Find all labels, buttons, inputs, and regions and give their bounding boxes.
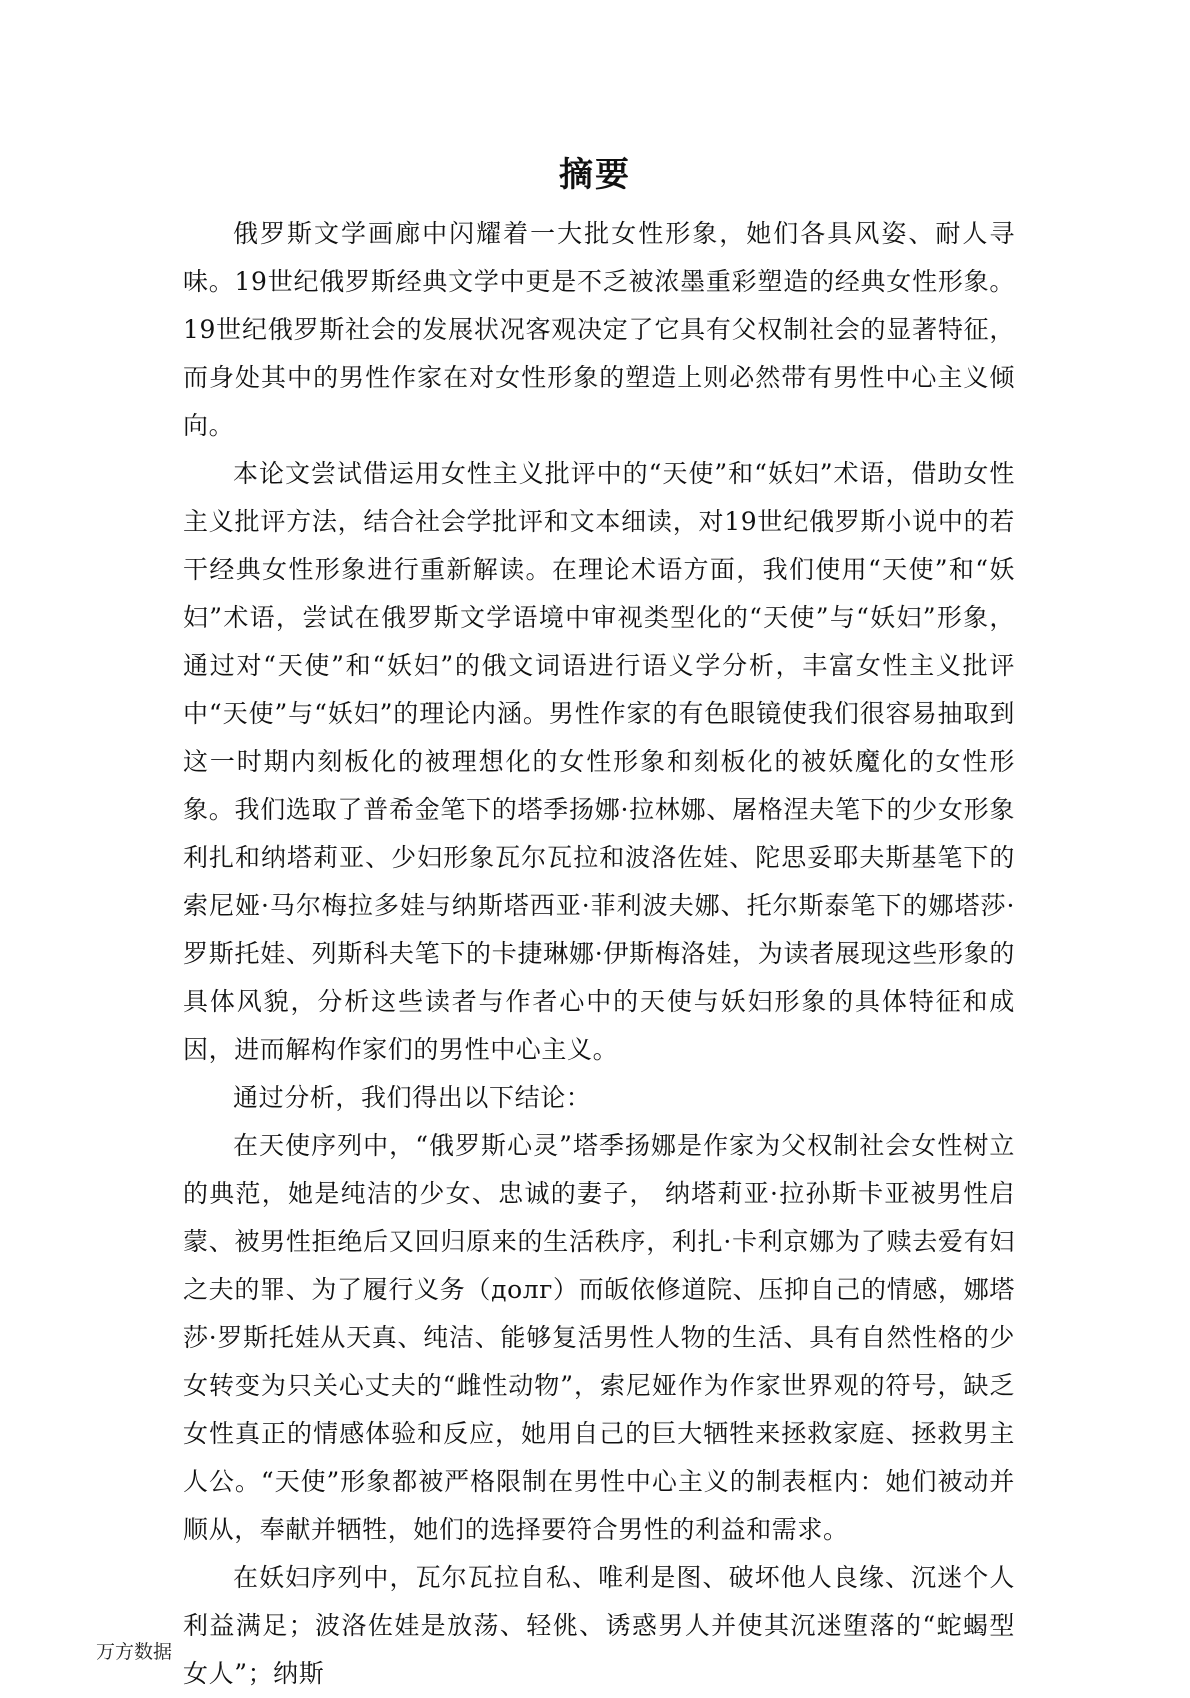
paragraph-2: 本论文尝试借运用女性主义批评中的“天使”和“妖妇”术语，借助女性主义批评方法，结合社会学批评和文本细读，对19世纪俄罗斯小说中的若干经典女性形象进行重新解读。在理论术语方面，我们使用“天使”和“妖妇”术语，尝试在俄罗斯文学语境中审视类型化的“天使”与“妖妇”形象，通过对“天使”和“妖妇”的俄文词语进行语义学分析，丰富女性主义批评中“天使”与“妖妇”的理论内涵。男性作家的有色眼镜使我们很容易抽取到这一时期内刻板化的被理想化的女性形象和刻板化的被妖魔化的女性形象。我们选取了普希金笔下的塔季扬娜·拉林娜、屠格涅夫笔下的少女形象利扎和纳塔莉亚、少妇形象瓦尔瓦拉和波洛佐娃、陀思妥耶夫斯基笔下的索尼娅·马尔梅拉多娃与纳斯塔西亚·菲利波夫娜、托尔斯泰笔下的娜塔莎·罗斯托娃、列斯科夫笔下的卡捷琳娜·伊斯梅洛娃，为读者展现这些形象的具体风貌，分析这些读者与作者心中的天使与妖妇形象的具体特征和成因，进而解构作家们的男性中心主义。 [183, 459, 1015, 1064]
paragraph-1: 俄罗斯文学画廊中闪耀着一大批女性形象，她们各具风姿、耐人寻味。19世纪俄罗斯经典文学中更是不乏被浓墨重彩塑造的经典女性形象。19世纪俄罗斯社会的发展状况客观决定了它具有父权制社会的显著特征，而身处其中的男性作家在对女性形象的塑造上则必然带有男性中心主义倾向。 [183, 219, 1015, 440]
paragraph-5: 在妖妇序列中，瓦尔瓦拉自私、唯利是图、破坏他人良缘、沉迷个人利益满足；波洛佐娃是放荡、轻佻、诱惑男人并使其沉迷堕落的“蛇蝎型女人”；纳斯 [183, 1563, 1015, 1688]
paragraph-3: 通过分析，我们得出以下结论： [233, 1083, 592, 1112]
paragraph-4: 在天使序列中，“俄罗斯心灵”塔季扬娜是作家为父权制社会女性树立的典范，她是纯洁的少女、忠诚的妻子， 纳塔莉亚·拉孙斯卡亚被男性启蒙、被男性拒绝后又回归原来的生活秩序，利扎·卡利京娜为了赎去爱有妇之夫的罪、为了履行义务（долг）而皈依修道院、压抑自己的情感，娜塔莎·罗斯托娃从天真、纯洁、能够复活男性人物的生活、具有自然性格的少女转变为只关心丈夫的“雌性动物”，索尼娅作为作家世界观的符号，缺乏女性真正的情感体验和反应，她用自己的巨大牺牲来拯救家庭、拯救男主人公。“天使”形象都被严格限制在男性中心主义的制表框内：她们被动并顺从，奉献并牺牲，她们的选择要符合男性的利益和需求。 [183, 1131, 1015, 1544]
abstract-title: 摘要 [559, 155, 631, 195]
abstract-body [183, 210, 1015, 1698]
wanfang-watermark: 万方数据 [96, 1641, 173, 1663]
